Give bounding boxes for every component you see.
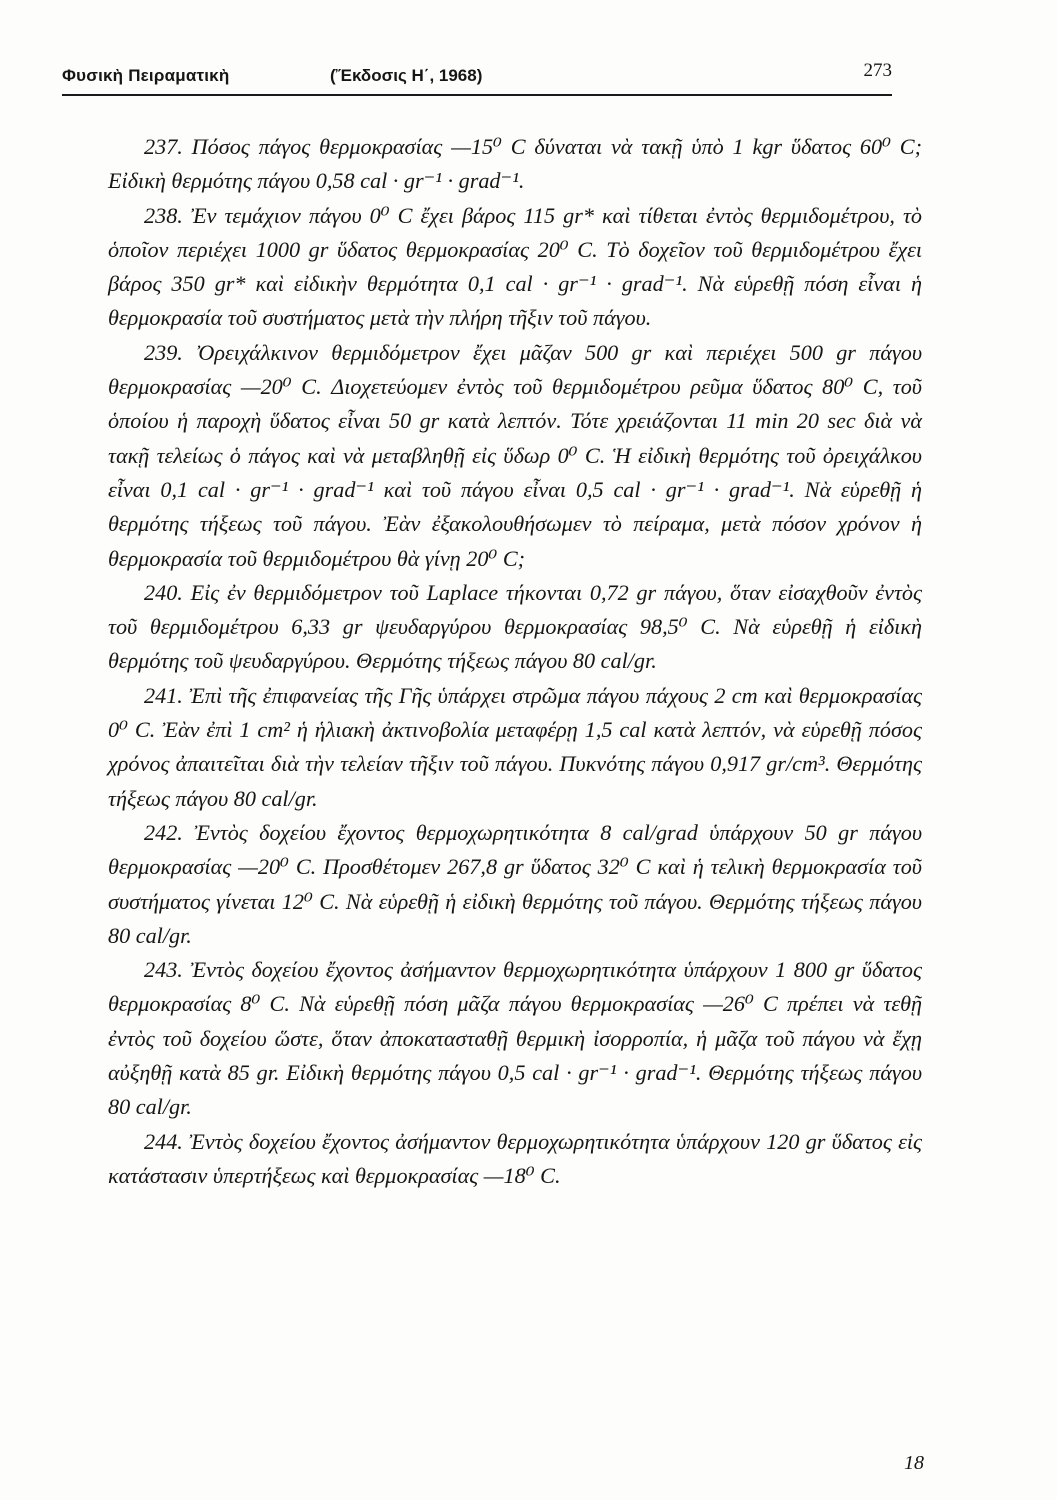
- problem-text: Ἐπὶ τῆς ἐπιφανείας τῆς Γῆς ὑπάρχει στρῶμα πάγου πάχους 2 cm καὶ θερμοκρασίας 0⁰ C. Ἐὰν ἐπὶ 1 cm² ἡ ἡλιακὴ ἀκτινοβολία μεταφέρῃ 1,5 cal κατὰ λεπτόν, νὰ εὑρεθῇ πόσος χρόνος ἀπαιτεῖται διὰ τὴν τελείαν τῆξιν τοῦ πάγου. Πυκνότης πάγου 0,917 gr/cm³. Θερμότης τήξεως πάγου 80 cal/gr.: [108, 682, 922, 811]
- problem-text: Ἐντὸς δοχείου ἔχοντος ἀσήμαντον θερμοχωρητικότητα ὑπάρχουν 1 800 gr ὕδατος θερμοκρασίας 8⁰ C. Νὰ εὑρεθῇ πόση μᾶζα πάγου θερμοκρασίας —26⁰ C πρέπει νὰ τεθῇ ἐντὸς τοῦ δοχείου ὥστε, ὅταν ἀποκατασταθῇ θερμικὴ ἰσορροπία, ἡ μᾶζα τοῦ πάγου νὰ ἔχῃ αὐξηθῇ κατὰ 85 gr. Εἰδικὴ θερμότης πάγου 0,5 cal · gr⁻¹ · grad⁻¹. Θερμότης τήξεως πάγου 80 cal/gr.: [108, 957, 922, 1120]
- problem-text: Ἐντὸς δοχείου ἔχοντος θερμοχωρητικότητα 8 cal/grad ὑπάρχουν 50 gr πάγου θερμοκρασίας —20⁰ C. Προσθέτομεν 267,8 gr ὕδατος 32⁰ C καὶ ἡ τελικὴ θερμοκρασία τοῦ συστήματος γίνεται 12⁰ C. Νὰ εὑρεθῇ ἡ εἰδικὴ θερμότης τοῦ πάγου. Θερμότης τήξεως πάγου 80 cal/gr.: [108, 819, 922, 948]
- problem-241: [108, 679, 922, 816]
- problem-number: 238.: [144, 202, 183, 228]
- running-header: [62, 60, 892, 94]
- problem-text: Ἐν τεμάχιον πάγου 0⁰ C ἔχει βάρος 115 gr* καὶ τίθεται ἐντὸς θερμιδομέτρου, τὸ ὁποῖον περιέχει 1000 gr ὕδατος θερμοκρασίας 20⁰ C. Τὸ δοχεῖον τοῦ θερμιδομέτρου ἔχει βάρος 350 gr* καὶ εἰδικὴν θερμότητα 0,1 cal · gr⁻¹ · grad⁻¹. Νὰ εὑρεθῇ πόση εἶναι ἡ θερμοκρασία τοῦ συστήματος μετὰ τὴν πλήρη τῆξιν τοῦ πάγου.: [108, 202, 923, 331]
- edition-note: (Ἔκδοσις Η΄, 1968): [330, 66, 483, 85]
- printer-signature: 18: [904, 1452, 924, 1474]
- page-number: 273: [863, 60, 892, 81]
- problem-text: Ὀρειχάλκινον θερμιδόμετρον ἔχει μᾶζαν 500 gr καὶ περιέχει 500 gr πάγου θερμοκρασίας —20⁰ C. Διοχετεύομεν ἐντὸς τοῦ θερμιδομέτρου ρεῦμα ὕδατος 80⁰ C, τοῦ ὁποίου ἡ παροχὴ ὕδατος εἶναι 50 gr κατὰ λεπτόν. Τότε χρειάζονται 11 min 20 sec διὰ νὰ τακῇ τελείως ὁ πάγος καὶ νὰ μεταβληθῇ εἰς ὕδωρ 0⁰ C. Ἡ εἰδικὴ θερμότης τοῦ ὀρειχάλκου εἶναι 0,1 cal · gr⁻¹ · grad⁻¹ καὶ τοῦ πάγου εἶναι 0,5 cal · gr⁻¹ · grad⁻¹. Νὰ εὑρεθῇ ἡ θερμότης τήξεως τοῦ πάγου. Ἐὰν ἐξακολουθήσωμεν τὸ πείραμα, μετὰ πόσον χρόνον ἡ θερμοκρασία τοῦ θερμιδομέτρου θὰ γίνῃ 20⁰ C;: [108, 339, 923, 571]
- problem-number: 237.: [144, 134, 183, 159]
- problem-239: [108, 336, 922, 576]
- problem-text: Πόσος πάγος θερμοκρασίας —15⁰ C δύναται νὰ τακῇ ὑπὸ 1 kgr ὕδατος 60⁰ C; Εἰδικὴ θερμότης πάγου 0,58 cal · gr⁻¹ · grad⁻¹.: [108, 134, 922, 194]
- problem-237: [108, 130, 922, 199]
- problem-list: [108, 130, 922, 1193]
- running-title: Φυσικὴ Πειραματικὴ: [62, 66, 230, 85]
- problem-number: 243.: [144, 957, 183, 983]
- problem-240: [108, 576, 922, 679]
- problem-number: 244.: [144, 1128, 183, 1154]
- problem-number: 241.: [144, 682, 183, 708]
- problem-242: [108, 816, 922, 953]
- problem-244: [108, 1125, 922, 1194]
- problem-number: 240.: [144, 579, 183, 605]
- problem-238: [108, 199, 922, 336]
- problem-number: 242.: [144, 819, 183, 845]
- header-rule: [62, 94, 892, 96]
- problem-text: Ἐντὸς δοχείου ἔχοντος ἀσήμαντον θερμοχωρητικότητα ὑπάρχουν 120 gr ὕδατος εἰς κατάστασιν ὑπερτήξεως καὶ θερμοκρασίας —18⁰ C.: [108, 1128, 922, 1188]
- problem-text: Εἰς ἐν θερμιδόμετρον τοῦ Laplace τήκονται 0,72 gr πάγου, ὅταν εἰσαχθοῦν ἐντὸς τοῦ θερμιδομέτρου 6,33 gr ψευδαργύρου θερμοκρασίας 98,5⁰ C. Νὰ εὑρεθῇ ἡ εἰδικὴ θερμότης τοῦ ψευδαργύρου. Θερμότης τήξεως πάγου 80 cal/gr.: [108, 579, 922, 674]
- problem-243: [108, 953, 922, 1124]
- problem-number: 239.: [144, 339, 183, 365]
